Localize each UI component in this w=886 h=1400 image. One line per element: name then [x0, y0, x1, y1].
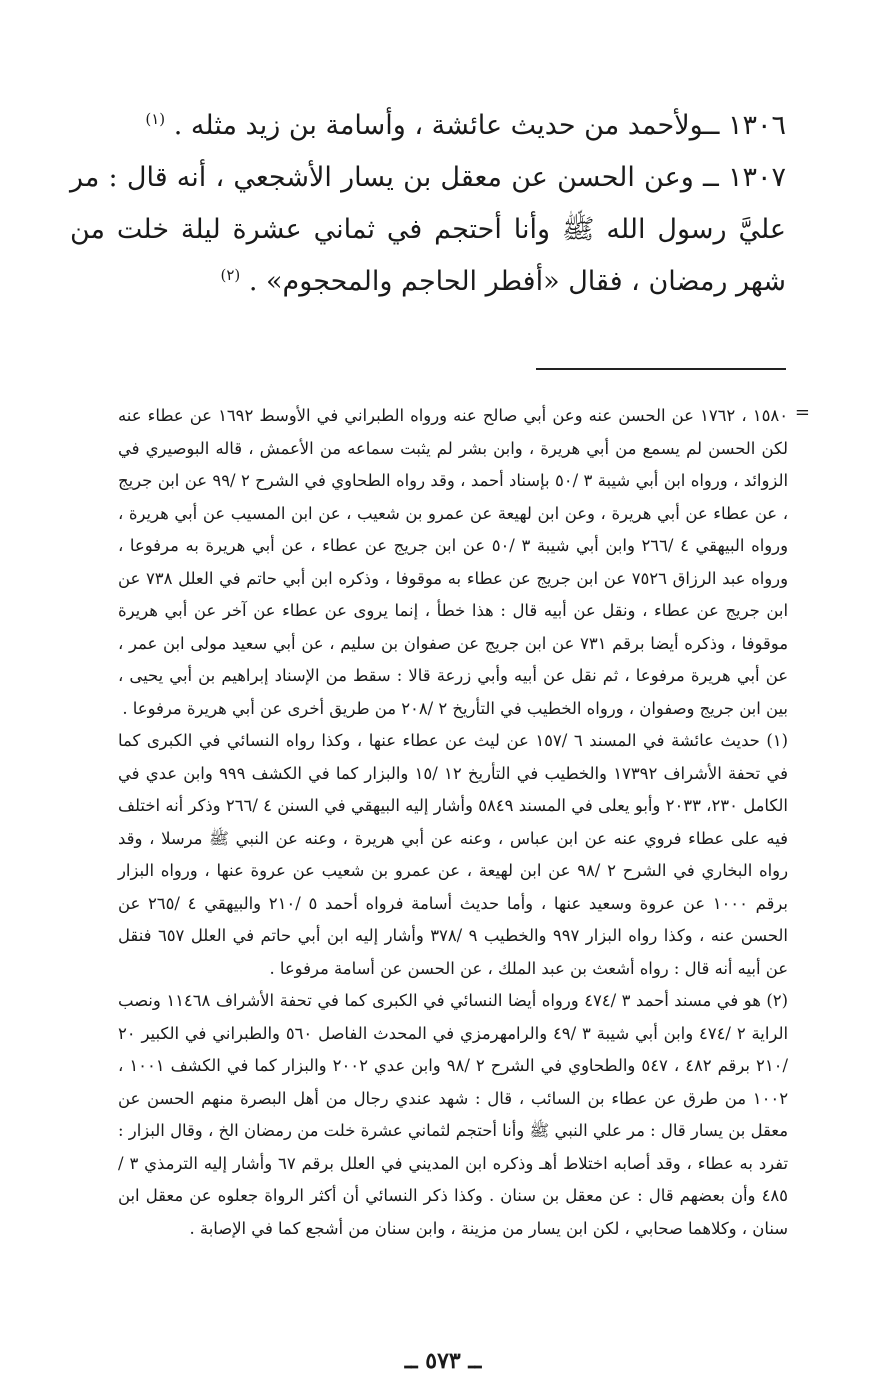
main-text — [70, 100, 786, 308]
hadith-entry-1307 — [70, 152, 786, 308]
page-number: ــ ٥٧٣ ــ — [404, 1348, 482, 1374]
footnotes — [118, 400, 788, 1245]
hadith-entry-1306 — [70, 100, 786, 152]
continuation-mark: = — [794, 402, 810, 423]
footnote-1: (١) حديث عائشة في المسند ٦ /١٥٧ عن ليث عن عطاء عنها ، وكذا رواه النسائي في الكبرى كما في تحفة الأشراف ١٧٣٩٢ والخطيب في التأريخ ١٢ /١٥ والبزار كما في الكشف ٩٩٩ وابن عدي في الكامل ٢٣٠، ٢٠٣٣ وأبو يعلى في المسند ٥٨٤٩ وأشار إليه البيهقي في السنن ٤ /٢٦٦ وذكر أنه اختلف فيه على عطاء فروي عنه عن ابن عباس ، وعنه عن أبي هريرة ، وعنه عن النبي ﷺ مرسلا ، وقد رواه البخاري في الشرح ٢ /٩٨ عن ابن لهيعة ، عن عمرو بن شعيب عن عروة عنها ، ورواه البزار برقم ١٠٠٠ عن عروة وسعيد عنها ، وأما حديث أسامة فرواه أحمد ٥ /٢١٠ والبيهقي ٤ /٢٦٥ عن الحسن عنه ، وكذا رواه البزار ٩٩٧ والخطيب ٩ /٣٧٨ وأشار إليه ابن أبي حاتم في العلل ٦٥٧ فنقل عن أبيه أنه قال : رواه أشعث بن عبد الملك ، عن الحسن عن أسامة مرفوعا . — [118, 731, 789, 978]
entry-text: ١٣٠٧ ــ وعن الحسن عن معقل بن يسار الأشجعي ، أنه قال : مر عليَّ رسول الله ﷺ وأنا أحتجم في ثماني عشرة ليلة خلت من شهر رمضان ، فقال «أفطر الحاجم والمحجوم» . — [70, 162, 786, 297]
footnote-separator — [536, 368, 786, 370]
footnote-continued: ١٥٨٠ ، ١٧٦٢ عن الحسن عنه وعن أبي صالح عنه ورواه الطبراني في الأوسط ١٦٩٢ عن عطاء عنه لكن الحسن لم يسمع من أبي هريرة ، وابن بشر لم يثبت سماعه من الأعمش ، قاله البوصيري في الزوائد ، ورواه ابن أبي شيبة ٣ /٥٠ بإسناد أحمد ، وقد رواه الطحاوي في الشرح ٢ /٩٩ عن ابن جريج ، عن عطاء عن أبي هريرة ، وعن ابن لهيعة عن عمرو بن شعيب ، عن ابن المسيب عن أبي هريرة ، ورواه البيهقي ٤ /٢٦٦ وابن أبي شيبة ٣ /٥٠ عن ابن جريج عن عطاء ، عن أبي هريرة به مرفوعا ، ورواه عبد الرزاق ٧٥٢٦ عن ابن جريج عن عطاء به موقوفا ، وذكره ابن أبي حاتم في العلل ٧٣٨ عن ابن جريج عن عطاء ، ونقل عن أبيه قال : هذا خطأ ، إنما يروى عن عطاء عن آخر عن أبي هريرة موقوفا ، وذكره أيضا برقم ٧٣١ عن ابن جريج عن صفوان بن سليم ، عن أبي سعيد مولى ابن عمر ، عن أبي هريرة مرفوعا ، ثم نقل عن أبيه وأبي زرعة قالا : سقط من الإسناد إبراهيم بن أبي يحيى ، بين ابن جريج وصفوان ، ورواه الخطيب في التأريخ ٢ /٢٠٨ من طريق أخرى عن أبي هريرة مرفوعا . — [118, 406, 789, 718]
footnote-ref-2: (٢) — [220, 266, 241, 284]
footnote-ref-1: (١) — [145, 110, 166, 128]
footnote-2: (٢) هو في مسند أحمد ٣ /٤٧٤ ورواه أيضا النسائي في الكبرى كما في تحفة الأشراف ١١٤٦٨ ونصب الراية ٢ /٤٧٤ وابن أبي شيبة ٣ /٤٩ والرامهرمزي في المحدث الفاصل ٥٦٠ والطبراني في الكبير ٢٠ /٢١٠ برقم ٤٨٢ ، ٥٤٧ والطحاوي في الشرح ٢ /٩٨ وابن عدي ٢٠٠٢ والبزار كما في الكشف ١٠٠١ ، ١٠٠٢ من طرق عن عطاء بن السائب ، قال : شهد عندي رجال من أهل البصرة منهم الحسن عن معقل بن يسار قال : مر علي النبي ﷺ وأنا أحتجم لثماني عشرة خلت من رمضان الخ ، وقال البزار : تفرد به عطاء ، وقد أصابه اختلاط أهـ وذكره ابن المديني في العلل برقم ٦٧ وأشار إليه الترمذي ٣ /٤٨٥ وأن بعضهم قال : عن معقل بن سنان . وكذا ذكر النسائي أن أكثر الرواة جعلوه عن معقل ابن سنان ، وكلاهما صحابي ، لكن ابن يسار من مزينة ، وابن سنان من أشجع كما في الإصابة . — [118, 991, 789, 1238]
entry-text: ١٣٠٦ ــولأحمد من حديث عائشة ، وأسامة بن زيد مثله . — [173, 110, 786, 141]
